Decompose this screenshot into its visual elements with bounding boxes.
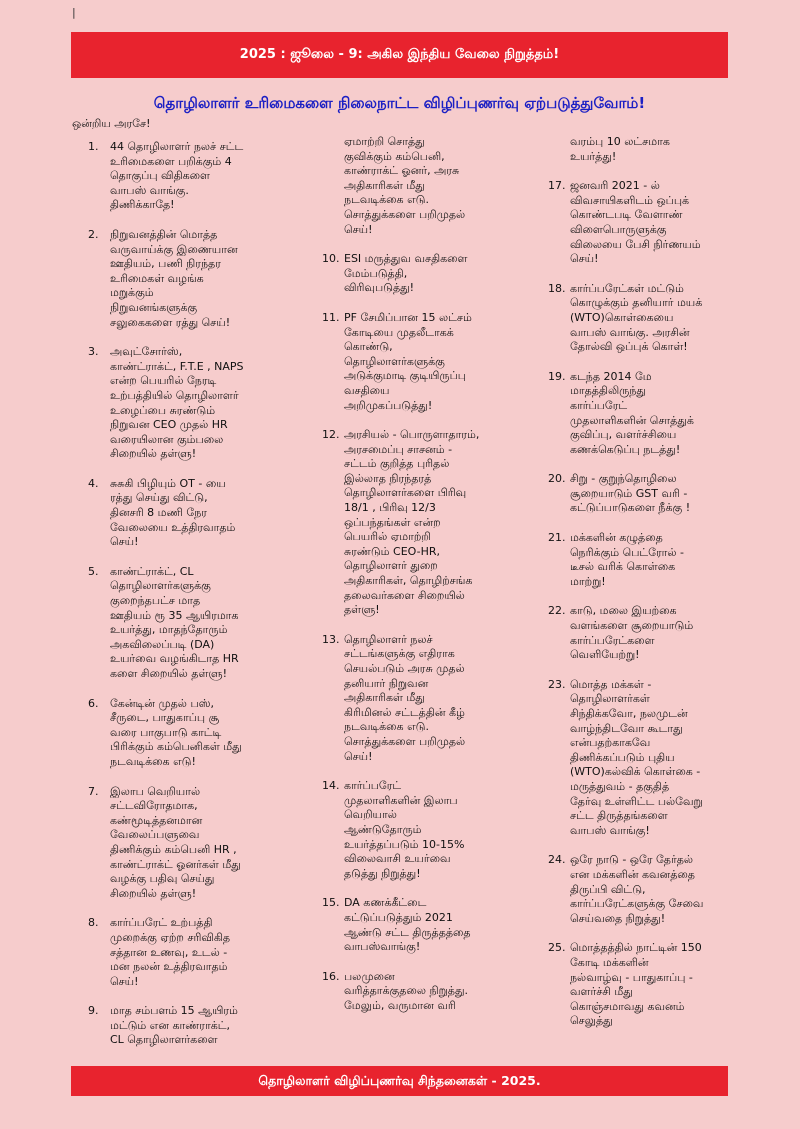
- salutation: ஒன்றிய அரசே!: [72, 117, 151, 130]
- demand-item: [88, 228, 328, 330]
- bottom-banner: [71, 1066, 728, 1096]
- demand-number: 17.: [548, 179, 566, 193]
- demand-item: [548, 370, 738, 458]
- top-banner-text: 2025 : ஜூலை - 9: அகில இந்திய வேலை நிறுத்தம்!: [239, 47, 560, 62]
- demand-text: ஜனவரி 2021 - ல் விவசாயிகளிடம் ஒப்புக் கொண்டபடி வேளாண் விளைபொருளுக்கு விலையை பேசி நிர்ணயம் செய்!: [570, 179, 701, 266]
- demand-text: பலமுனை வரித்தாக்குதலை நிறுத்து. மேலும், வருமான வரி: [344, 969, 468, 1012]
- demand-item: [548, 678, 738, 839]
- demand-text: மொத்தத்தில் நாட்டின் 150 கோடி மக்களின் நல்வாழ்வு - பாதுகாப்பு - வளர்ச்சி மீது கொஞ்சமாவது கவனம் செலுத்து: [570, 941, 702, 1028]
- demand-number: 24.: [548, 853, 566, 867]
- demand-item: [88, 345, 328, 462]
- bottom-banner-text: தொழிலாளர் விழிப்புணர்வு சிந்தனைகள் - 2025.: [258, 1073, 541, 1088]
- demand-item: [88, 1004, 328, 1048]
- demand-number: 16.: [322, 969, 340, 983]
- demand-number: 7.: [88, 784, 99, 798]
- demand-text: மாத சம்பளம் 15 ஆயிரம் மட்டும் என காண்ராக்ட், CL தொழிலாளர்களை: [110, 1004, 238, 1047]
- demand-number: 25.: [548, 941, 566, 955]
- demand-text: அவுட்சோர்ஸ், காண்ட்ராக்ட், F.T.E , NAPS என்ற பெயரில் நேரடி உற்பத்தியில் தொழிலாளர் உழைப்பை சுரண்டும் நிறுவன CEO முதல் HR வரையிலான கும்பலை சிறையில் தள்ளு!: [110, 345, 244, 461]
- demand-item: [88, 697, 328, 770]
- demand-number: 20.: [548, 472, 566, 486]
- demand-number: 15.: [322, 896, 340, 910]
- page-mark: |: [72, 6, 76, 19]
- demand-text: மொத்த மக்கள் - தொழிலாளர்கள் சிந்திக்கவோ, நலமுடன் வாழ்ந்திடவோ கூடாது என்பதற்காகவே திணிக்கப்படும் புதிய (WTO)கல்விக் கொள்கை - மருத்துவம் - தகுதித் தேர்வு உள்ளிட்ட பல்வேறு சட்ட திருத்தங்களை வாபஸ் வாங்கு!: [570, 677, 703, 837]
- demand-text: ஏமாற்றி சொத்து குவிக்கும் கம்பெனி, காண்ராக்ட் ஓனர், அரசு அதிகாரிகள் மீது நடவடிக்கை எடு. சொத்துக்களை பறிமுதல் செய்!: [344, 135, 466, 236]
- demand-number: 1.: [88, 140, 99, 153]
- demand-number: 8.: [88, 916, 99, 930]
- demand-number: 4.: [88, 476, 99, 490]
- demand-text: நிறுவனத்தின் மொத்த வருவாய்க்கு இணையான ஊதியம், பணி நிரந்தர உரிமைகள் வழங்க மறுக்கும் நிறுவனங்களுக்கு சலுகைகளை ரத்து செய்!: [110, 227, 238, 329]
- demand-item: [322, 779, 522, 881]
- demand-item: [548, 179, 738, 267]
- demand-number: 12.: [322, 428, 340, 442]
- demands-column-2: [322, 135, 522, 1028]
- demand-text: 44 தொழிலாளர் நலச் சட்ட உரிமைகளை பறிக்கும் 4 தொகுப்பு விதிகளை வாபஸ் வாங்கு. திணிக்காதே!: [110, 140, 244, 212]
- demand-number: 9.: [88, 1004, 99, 1018]
- demand-text: DA கணக்கீட்டை கட்டுப்படுத்தும் 2021 ஆண்டு சட்ட திருத்தத்தை வாபஸ்வாங்கு!: [344, 896, 471, 954]
- page-title: தொழிலாளர் உரிமைகளை நிலைநாட்ட விழிப்புணர்வு ஏற்படுத்துவோம்!: [153, 94, 646, 112]
- demand-text: மக்களின் கழுத்தை நெரிக்கும் பெட்ரோல் - டீசல் வரிக் கொள்கை மாற்று!: [570, 531, 684, 588]
- demand-item: [88, 785, 328, 902]
- demand-item: [88, 140, 328, 213]
- demand-item: [88, 565, 328, 682]
- demand-number: 21.: [548, 531, 566, 545]
- demand-text: சிறு - குறுந்தொழிலை சூறையாடும் GST வரி - கட்டுப்பாடுகளை நீக்கு !: [570, 472, 691, 515]
- demand-text: வரம்பு 10 லட்சமாக உயர்த்து!: [570, 135, 670, 163]
- demand-number: 3.: [88, 345, 99, 359]
- demand-item: [548, 853, 738, 926]
- demands-column-1: [88, 140, 328, 1063]
- demand-text: சுசுகி பிழியும் OT - யை ரத்து செய்து விட்டு, தினசரி 8 மணி நேர வேலையை உத்திரவாதம் செய்!: [110, 476, 236, 549]
- demand-item: [88, 477, 328, 550]
- demand-text: கார்ப்பரேட் முதலாளிகளின் இலாப வெறியால் ஆண்டுதோரும் உயர்த்தப்படும் 10-15% விலைவாசி உயர்வை தடுத்து நிறுத்து!: [344, 779, 465, 880]
- demand-item: [548, 135, 738, 164]
- demand-text: ESI மருத்துவ வசதிகளை மேம்படுத்தி, விரிவுபடுத்து!: [344, 252, 468, 295]
- demand-item: [88, 916, 328, 989]
- demand-text: தொழிலாளர் நலச் சட்டங்களுக்கு எதிராக செயல்படும் அரசு முதல் தனியார் நிறுவன அதிகாரிகள் மீது கிரிமினல் சட்டத்தின் கீழ் நடவடிக்கை எடு. சொத்துக்களை பறிமுதல் செய்!: [344, 632, 466, 763]
- demand-text: அரசியல் - பொருளாதாரம், அரசமைப்பு சாசனம் - சட்டம் குறித்த புரிதல் இல்லாத நிரந்தரத் தொழிலாளர்களை பிரிவு 18/1 , பிரிவு 12/3 ஒப்பந்தங்கள் என்ற பெயரில் ஏமாற்றி சுரண்டும் CEO-HR, தொழிலாளர் துறை அதிகாரிகள், தொழிற்சங்க தலைவர்களை சிறையில் தள்ளு!: [344, 428, 480, 617]
- demand-number: 19.: [548, 369, 566, 383]
- demand-number: 23.: [548, 677, 566, 691]
- demand-number: 5.: [88, 564, 99, 578]
- demand-item: [322, 633, 522, 764]
- demand-text: கார்ப்பரேட்கள் மட்டும் கொழுக்கும் தனியார் மயக் (WTO)கொள்கையை வாபஸ் வாங்கு. அரசின் தோல்வி ஒப்புக் கொள்!: [570, 281, 703, 354]
- top-banner: [71, 32, 728, 78]
- demand-number: 10.: [322, 252, 340, 266]
- demand-text: கார்ப்பரேட் உற்பத்தி முறைக்கு ஏற்ற சரிவிகித சத்தான உணவு, உடல் - மன நலன் உத்திரவாதம் செய்!: [110, 916, 231, 988]
- demand-item: [322, 252, 522, 296]
- demand-item: [548, 604, 738, 662]
- demand-number: 11.: [322, 310, 340, 324]
- demand-item: [322, 428, 522, 618]
- demand-item: [548, 941, 738, 1029]
- demand-text: இலாப வெறியால் சட்டவிரோதமாக, கண்மூடித்தனமான வேலைப்பளுவை திணிக்கும் கம்பெனி HR , காண்ட்ராக்ட் ஓனர்கள் மீது வழக்கு பதிவு செய்து சிறையில் தள்ளு!: [110, 784, 241, 900]
- demands-column-3: [548, 135, 738, 1044]
- demand-number: 13.: [322, 632, 340, 646]
- demand-text: ஒரே நாடு - ஒரே தேர்தல் என மக்களின் கவனத்தை திருப்பி விட்டு, கார்ப்பரேட்களுக்கு சேவை செய்வதை நிறுத்து!: [570, 853, 704, 925]
- demand-number: 14.: [322, 779, 340, 793]
- demand-item: [548, 472, 738, 516]
- demand-item: [548, 531, 738, 589]
- demand-item: [548, 282, 738, 355]
- demand-text: காடு, மலை இயற்கை வளங்களை சூறையாடும் கார்ப்பரேட்களை வெளியேற்று!: [570, 604, 694, 662]
- demand-text: காண்ட்ராக்ட், CL தொழிலாளர்களுக்கு குறைந்தபட்ச மாத ஊதியம் ரூ 35 ஆயிரமாக உயர்த்து, மாதந்தோரும் அகவிலைப்படி (DA) உயர்வை வழங்கிடாத HR களை சிறையில் தள்ளு!: [110, 564, 239, 680]
- demand-number: 22.: [548, 604, 566, 618]
- demand-number: 18.: [548, 281, 566, 295]
- demand-item: [322, 970, 522, 1014]
- demand-number: 6.: [88, 696, 99, 710]
- demand-item: [322, 896, 522, 954]
- demand-text: கேன்டின் முதல் பஸ், சீருடை, பாதுகாப்பு சூ வரை பாகுபாடு காட்டி பிரிக்கும் கம்பெனிகள் மீது நடவடிக்கை எடு!: [110, 696, 242, 768]
- demand-number: 2.: [88, 227, 99, 241]
- demand-text: PF சேமிப்பான 15 லட்சம் கோடியை முதலீடாகக் கொண்டு, தொழிலாளர்களுக்கு அடுக்குமாடி குடியிருப்பு வசதியை அறிமுகப்படுத்து!: [344, 310, 472, 412]
- demand-item: [322, 311, 522, 413]
- demand-text: கடந்த 2014 மே மாதத்திலிருந்து கார்ப்பரேட் முதலாளிகளின் சொத்துக் குவிப்பு, வளர்ச்சியை கணக்கெடுப்பு நடத்து!: [570, 369, 694, 456]
- demand-item: [322, 135, 522, 237]
